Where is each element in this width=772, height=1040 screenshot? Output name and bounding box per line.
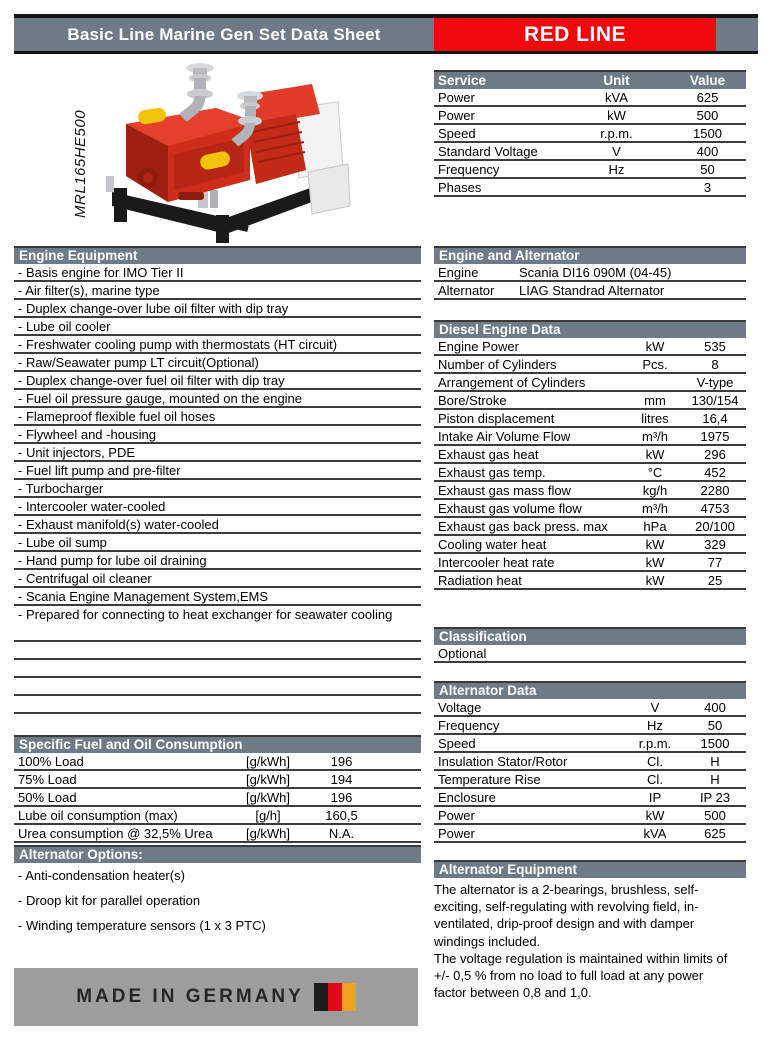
row-unit: °C (647, 464, 663, 480)
text-line: factor between 0,8 and 1,0. (434, 985, 592, 1001)
germany-flag-icon (314, 983, 356, 1011)
row-value: 196 (330, 753, 353, 769)
text-line: ventilated, drip-proof design and with damper (434, 916, 695, 932)
list-item: - Droop kit for parallel operation (18, 893, 201, 908)
empty-row (14, 642, 421, 660)
row-value: 1975 (700, 428, 730, 444)
row-label: Cooling water heat (438, 536, 547, 552)
column-header-value: Value (689, 73, 726, 88)
table-row (434, 825, 746, 843)
service-table-header (434, 70, 746, 89)
row-label: Frequency (438, 717, 500, 733)
row-label: Engine (438, 264, 479, 280)
row-value: N.A. (328, 825, 355, 841)
row-unit: [g/kWh] (245, 753, 291, 769)
empty-row (14, 660, 421, 678)
table-row (14, 825, 421, 843)
list-item: - Freshwater cooling pump with thermostats (HT circuit) (14, 336, 421, 354)
row-label: Exhaust gas volume flow (438, 500, 582, 516)
alternator-options-section (14, 845, 421, 938)
row-label: Standard Voltage (438, 143, 538, 159)
row-value: 50 (707, 717, 723, 733)
section-header: Classification (434, 627, 746, 645)
row-unit: Pcs. (642, 356, 668, 372)
table-row (434, 717, 746, 735)
list-item: - Air filter(s), marine type (14, 282, 421, 300)
table-row (434, 699, 746, 717)
list-item: - Raw/Seawater pump LT circuit(Optional) (14, 354, 421, 372)
row-value: H (710, 771, 720, 787)
table-row (434, 264, 746, 282)
section-header: Specific Fuel and Oil Consumption (14, 735, 421, 753)
table-row (434, 428, 746, 446)
page-title: Basic Line Marine Gen Set Data Sheet (67, 24, 381, 44)
gen-set-image (98, 58, 358, 251)
row-unit: [g/kWh] (245, 771, 291, 787)
row-label: Piston displacement (438, 410, 555, 426)
table-row (434, 536, 746, 554)
row-value: 77 (707, 554, 723, 570)
row-unit: litres (641, 410, 669, 426)
empty-row (14, 696, 421, 714)
classification-value: Optional (438, 645, 487, 661)
table-row (434, 753, 746, 771)
row-unit: kVA (605, 89, 628, 105)
row-label: Enclosure (438, 789, 496, 805)
table-row (14, 771, 421, 789)
row-label: Bore/Stroke (438, 392, 507, 408)
row-label: Exhaust gas back press. max (438, 518, 608, 534)
row-label: 100% Load (18, 753, 84, 769)
table-row (434, 464, 746, 482)
row-label: Temperature Rise (438, 771, 541, 787)
list-item: - Winding temperature sensors (1 x 3 PTC) (18, 918, 266, 933)
row-value: 1500 (700, 735, 730, 751)
list-item: - Hand pump for lube oil draining (14, 552, 421, 570)
diesel-engine-data-section (434, 320, 746, 590)
text-line: exciting, self-regulating with revolving field, in- (434, 899, 699, 915)
row-unit: kW (645, 536, 665, 552)
row-value: 4753 (700, 500, 730, 516)
made-in-germany-text: MADE IN GERMANY (76, 986, 304, 1007)
engine-alternator-section (434, 246, 746, 300)
row-value: 296 (704, 446, 726, 462)
section-header: Alternator Equipment (434, 860, 746, 878)
row-unit: Cl. (647, 753, 663, 769)
table-row (434, 500, 746, 518)
row-unit: m³/h (642, 428, 668, 444)
row-value: 625 (704, 825, 726, 841)
header-bar (14, 14, 758, 54)
list-item: - Turbocharger (14, 480, 421, 498)
row-unit: hPa (643, 518, 667, 534)
row-label: Lube oil consumption (max) (18, 807, 178, 823)
row-value: 8 (711, 356, 719, 372)
row-label: Engine Power (438, 338, 519, 354)
text-line: The alternator is a 2-bearings, brushless, self- (434, 882, 699, 897)
row-unit: r.p.m. (638, 735, 672, 751)
text-line: The voltage regulation is maintained within limits of (434, 950, 728, 966)
row-value: 50 (700, 161, 715, 177)
table-row (434, 125, 746, 143)
table-row (434, 374, 746, 392)
row-label: Speed (438, 735, 476, 751)
row-label: 50% Load (18, 789, 77, 805)
row-value: 625 (696, 89, 719, 105)
row-value: 500 (704, 807, 726, 823)
row-label: Frequency (438, 161, 500, 177)
row-unit: kg/h (642, 482, 668, 498)
row-value: 400 (696, 143, 719, 159)
service-table (434, 70, 746, 197)
table-row (14, 753, 421, 771)
row-label: Radiation heat (438, 572, 522, 588)
row-label: Intake Air Volume Flow (438, 428, 571, 444)
row-value: 194 (330, 771, 353, 787)
row-label: Urea consumption @ 32,5% Urea (18, 825, 213, 841)
row-label: Insulation Stator/Rotor (438, 753, 568, 769)
row-unit: Hz (608, 161, 625, 177)
table-row (434, 789, 746, 807)
row-unit: kW (645, 554, 665, 570)
row-unit: kW (645, 807, 665, 823)
row-label: Power (438, 807, 475, 823)
row-unit: m³/h (642, 500, 668, 516)
row-unit: [g/kWh] (245, 789, 291, 805)
table-row (434, 392, 746, 410)
row-label: Number of Cylinders (438, 356, 557, 372)
table-row (434, 143, 746, 161)
list-item: - Prepared for connecting to heat exchanger for seawater cooling (18, 607, 393, 622)
text-line: +/- 0,5 % from no load to full load at any power (434, 968, 704, 984)
engine-equipment-section (14, 246, 421, 714)
row-unit: kVA (643, 825, 667, 841)
table-row (434, 554, 746, 572)
list-item: - Flameproof flexible fuel oil hoses (14, 408, 421, 426)
row-value: 130/154 (691, 392, 739, 408)
section-header: Diesel Engine Data (434, 320, 746, 338)
row-value: 535 (704, 338, 726, 354)
row-value: IP 23 (699, 789, 731, 805)
table-row (14, 789, 421, 807)
list-item: - Duplex change-over fuel oil filter with dip tray (14, 372, 421, 390)
row-label: 75% Load (18, 771, 77, 787)
row-value: 452 (704, 464, 726, 480)
list-item: - Scania Engine Management System,EMS (14, 588, 421, 606)
brand-badge: RED LINE (434, 18, 716, 51)
text-line: windings included. (434, 933, 541, 949)
column-header-unit: Unit (603, 73, 630, 88)
table-row (14, 807, 421, 825)
row-label: Arrangement of Cylinders (438, 374, 586, 390)
row-value: LIAG Standrad Alternator (519, 282, 665, 298)
row-label: Exhaust gas temp. (438, 464, 546, 480)
row-unit: r.p.m. (600, 125, 633, 141)
column-header-service: Service (438, 73, 487, 88)
row-value: 1500 (693, 125, 722, 141)
row-unit: [g/h] (255, 807, 281, 823)
list-item: - Unit injectors, PDE (14, 444, 421, 462)
row-unit: kW (607, 107, 626, 123)
alternator-equipment-section (434, 860, 746, 1001)
list-item: - Basis engine for IMO Tier II (14, 264, 421, 282)
table-row (434, 807, 746, 825)
model-number: MRL165HE500 (72, 109, 89, 218)
table-row (434, 179, 746, 197)
table-row (434, 410, 746, 428)
list-item: - Intercooler water-cooled (14, 498, 421, 516)
table-row (434, 338, 746, 356)
list-item: - Duplex change-over lube oil filter with dip tray (14, 300, 421, 318)
table-row (434, 356, 746, 374)
row-value: 500 (696, 107, 719, 123)
row-value: 16,4 (702, 410, 728, 426)
row-label: Power (438, 89, 475, 105)
table-row (434, 771, 746, 789)
table-row (434, 482, 746, 500)
table-row (434, 89, 746, 107)
row-label: Alternator (438, 282, 495, 298)
list-item: - Fuel lift pump and pre-filter (14, 462, 421, 480)
row-label: Intercooler heat rate (438, 554, 555, 570)
row-unit: kW (645, 446, 665, 462)
row-label: Exhaust gas mass flow (438, 482, 571, 498)
row-label: Power (438, 107, 475, 123)
row-value: H (710, 753, 720, 769)
classification-section (434, 627, 746, 663)
row-value: 3 (703, 179, 712, 195)
list-item: - Lube oil cooler (14, 318, 421, 336)
row-value: 20/100 (695, 518, 735, 534)
gen-set-illustration (98, 58, 358, 246)
row-unit: V (612, 143, 621, 159)
section-header: Engine and Alternator (434, 246, 746, 264)
row-unit: kW (645, 572, 665, 588)
fuel-consumption-section (14, 735, 421, 843)
row-value: 329 (704, 536, 726, 552)
list-item: - Flywheel and -housing (14, 426, 421, 444)
table-row (434, 645, 746, 663)
row-label: Power (438, 825, 475, 841)
row-value: 400 (704, 699, 726, 715)
row-label: Voltage (438, 699, 482, 715)
row-label: Phases (438, 179, 482, 195)
row-value: 196 (330, 789, 353, 805)
row-unit: [g/kWh] (245, 825, 291, 841)
table-row (434, 282, 746, 300)
section-header: Alternator Data (434, 681, 746, 699)
table-row (434, 446, 746, 464)
row-label: Speed (438, 125, 476, 141)
table-row (434, 161, 746, 179)
row-value: 25 (707, 572, 723, 588)
row-unit: Hz (647, 717, 663, 733)
row-unit: V (650, 699, 660, 715)
row-unit: IP (648, 789, 662, 805)
section-header: Alternator Options: (14, 845, 421, 863)
table-row (434, 735, 746, 753)
table-row (434, 107, 746, 125)
row-label: Exhaust gas heat (438, 446, 539, 462)
alternator-data-section (434, 681, 746, 843)
row-unit: kW (645, 338, 665, 354)
alternator-equipment-text (434, 878, 746, 1001)
section-header: Engine Equipment (14, 246, 421, 264)
table-row (434, 518, 746, 536)
list-item: - Centrifugal oil cleaner (14, 570, 421, 588)
row-value: Scania DI16 090M (04-45) (519, 264, 672, 280)
row-value: 2280 (700, 482, 730, 498)
empty-row (14, 624, 421, 642)
empty-row (14, 678, 421, 696)
made-in-germany-badge (14, 968, 418, 1026)
row-value: V-type (696, 374, 734, 390)
list-item: - Fuel oil pressure gauge, mounted on the engine (14, 390, 421, 408)
list-item: - Lube oil sump (14, 534, 421, 552)
row-unit: mm (644, 392, 666, 408)
row-value: 160,5 (325, 807, 358, 823)
list-item: - Exhaust manifold(s) water-cooled (14, 516, 421, 534)
table-row (434, 572, 746, 590)
row-unit: Cl. (647, 771, 663, 787)
list-item: - Anti-condensation heater(s) (18, 868, 185, 883)
